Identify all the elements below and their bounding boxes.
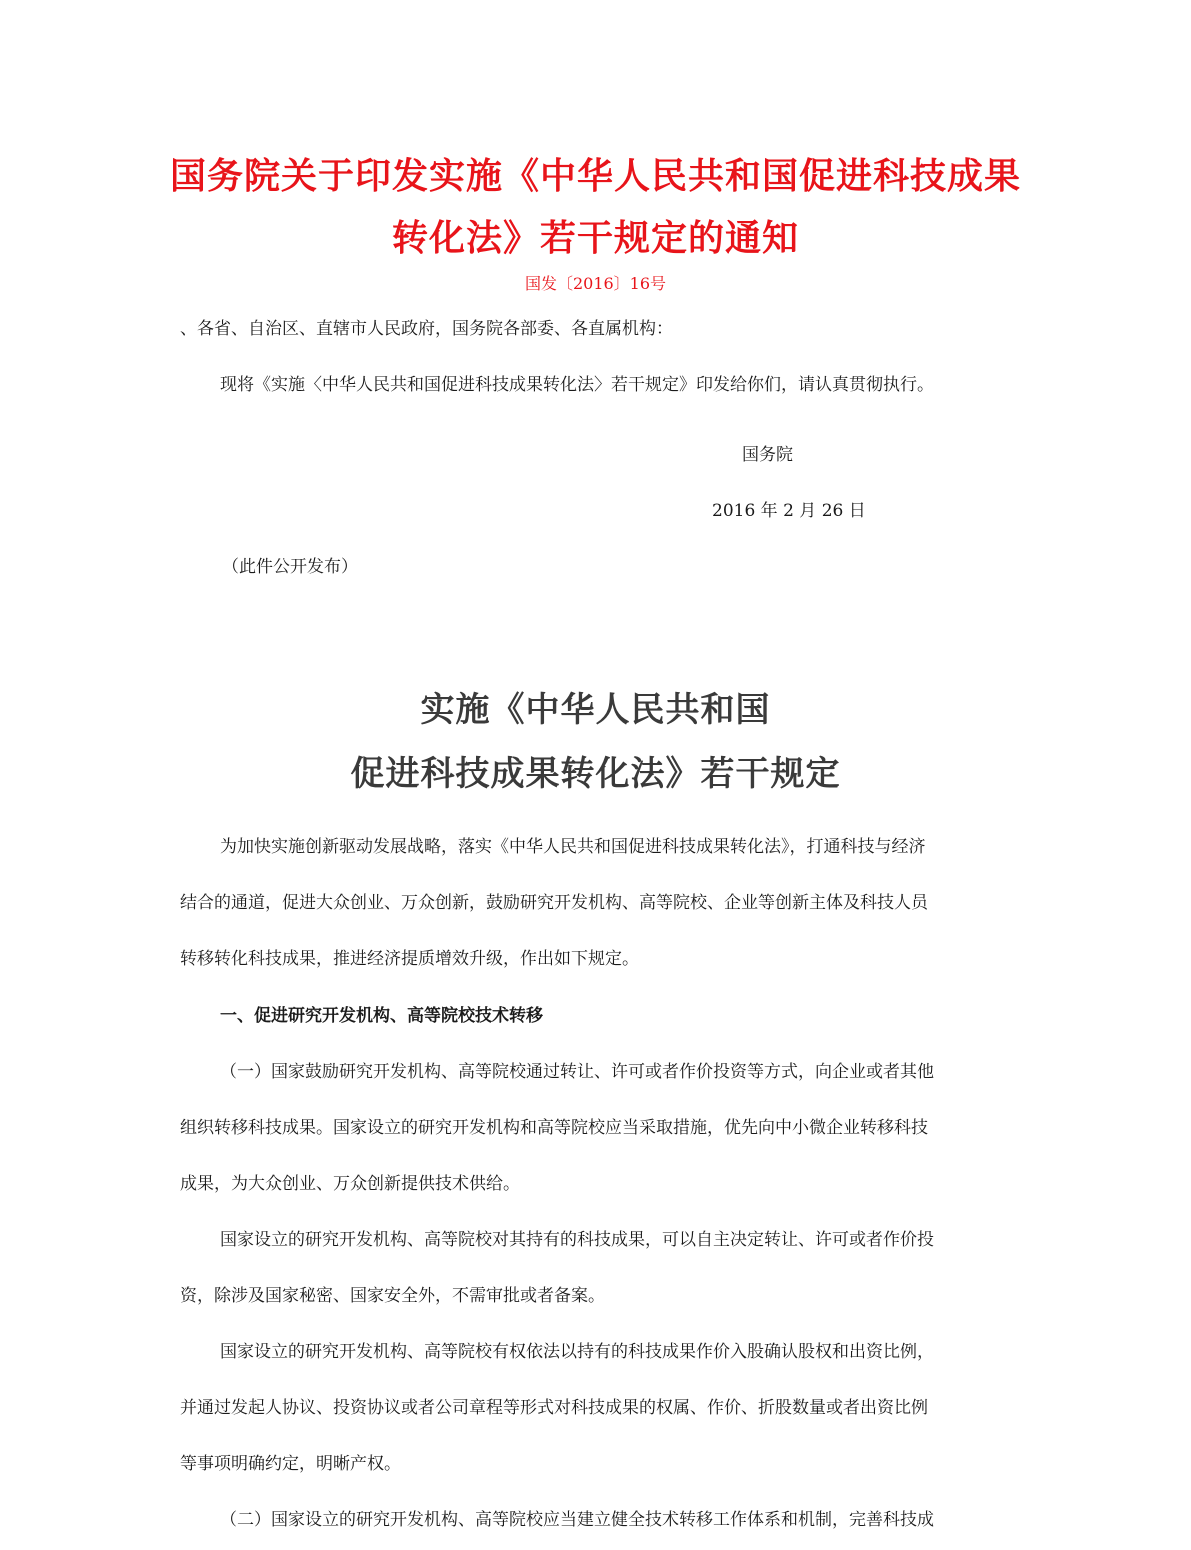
item-1-line: 组织转移科技成果。国家设立的研究开发机构和高等院校应当采取措施，优先向中小微企业转移科技 bbox=[180, 1118, 928, 1138]
item-1-para-3-line: 等事项明确约定，明晰产权。 bbox=[180, 1454, 401, 1474]
preamble-line: 结合的通道，促进大众创业、万众创新，鼓励研究开发机构、高等院校、企业等创新主体及科技人员 bbox=[180, 893, 928, 913]
issue-date: 2016 年 2 月 26 日 bbox=[712, 501, 866, 521]
document-number: 国发〔2016〕16号 bbox=[524, 274, 667, 293]
item-2-line: （二）国家设立的研究开发机构、高等院校应当建立健全技术转移工作体系和机制，完善科技成 bbox=[220, 1510, 934, 1530]
notice-body: 现将《实施〈中华人民共和国促进科技成果转化法〉若干规定》印发给你们，请认真贯彻执行。 bbox=[220, 375, 934, 395]
issuer: 国务院 bbox=[742, 445, 793, 465]
regulation-title-line-1: 实施《中华人民共和国 bbox=[420, 690, 771, 730]
item-1-para-2-line: 资，除涉及国家秘密、国家安全外，不需审批或者备案。 bbox=[180, 1286, 605, 1306]
publication-note: （此件公开发布） bbox=[222, 557, 358, 577]
salutation: 、各省、自治区、直辖市人民政府，国务院各部委、各直属机构： bbox=[180, 319, 673, 339]
item-1-para-2-line: 国家设立的研究开发机构、高等院校对其持有的科技成果，可以自主决定转让、许可或者作价投 bbox=[220, 1230, 934, 1250]
notice-title-line-2: 转化法》若干规定的通知 bbox=[391, 218, 799, 259]
item-1-para-3-line: 并通过发起人协议、投资协议或者公司章程等形式对科技成果的权属、作价、折股数量或者出资比例 bbox=[180, 1398, 928, 1418]
item-1-line: 成果，为大众创业、万众创新提供技术供给。 bbox=[180, 1174, 520, 1194]
section-heading: 一、促进研究开发机构、高等院校技术转移 bbox=[220, 1006, 543, 1026]
item-1-para-3-line: 国家设立的研究开发机构、高等院校有权依法以持有的科技成果作价入股确认股权和出资比例， bbox=[220, 1342, 934, 1362]
preamble-line: 转移转化科技成果，推进经济提质增效升级，作出如下规定。 bbox=[180, 949, 639, 969]
regulation-title-line-2: 促进科技成果转化法》若干规定 bbox=[350, 754, 841, 794]
notice-title-line-1: 国务院关于印发实施《中华人民共和国促进科技成果 bbox=[169, 156, 1021, 197]
preamble-line: 为加快实施创新驱动发展战略，落实《中华人民共和国促进科技成果转化法》，打通科技与经济 bbox=[220, 837, 926, 857]
item-1-line: （一）国家鼓励研究开发机构、高等院校通过转让、许可或者作价投资等方式，向企业或者其他 bbox=[220, 1062, 934, 1082]
